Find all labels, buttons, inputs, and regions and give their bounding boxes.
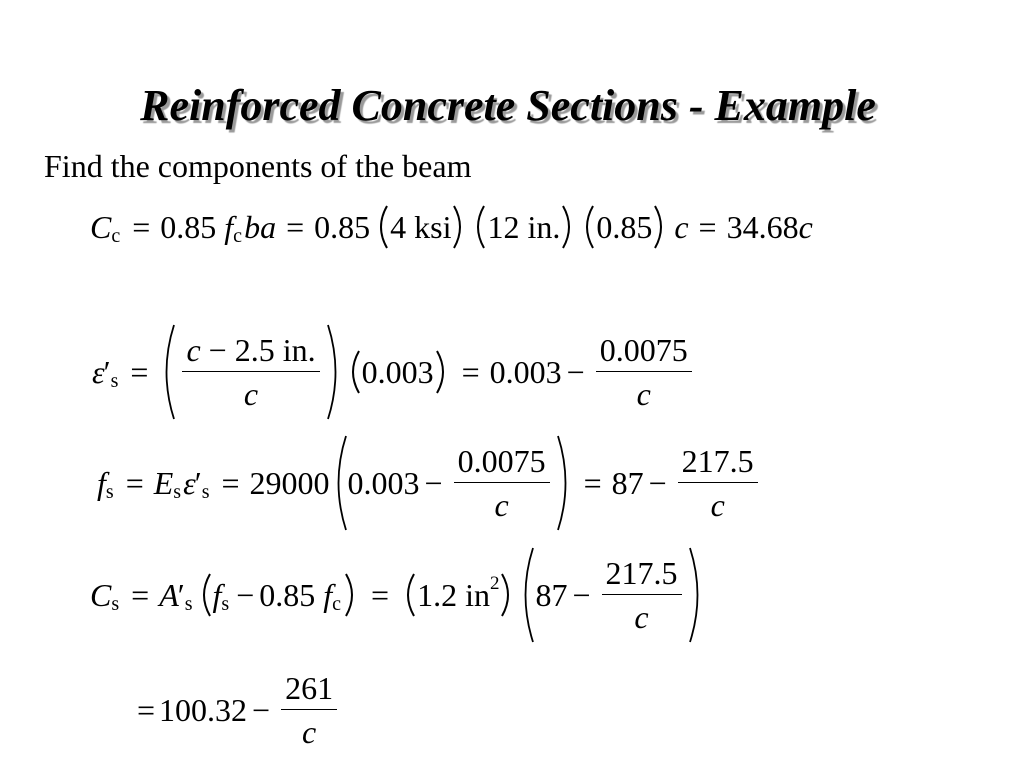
equation-steel-stress [97,435,764,531]
equals-sign: = [583,465,602,501]
stress-term: 87 [611,465,644,501]
fraction-denominator: c [678,482,758,521]
symbol-epsilon: ε [92,354,105,390]
fraction [454,445,550,521]
prime-mark: ′ [177,577,185,613]
slide-title: Reinforced Concrete Sections - Example [140,81,876,130]
superscript: 2 [489,572,500,594]
left-paren-large [158,324,176,420]
equals-sign: = [125,465,144,501]
equals-sign: = [221,465,240,501]
steel-area: 1.2 in [417,577,490,613]
subscript: c [233,225,243,247]
symbol-C: C [90,577,112,613]
minus-sign: − [648,465,667,501]
value-strength: 4 ksi [390,209,452,245]
right-paren [560,205,578,249]
value-beta: 0.85 [596,209,653,245]
minus-sign: − [566,354,585,390]
equals-sign: = [461,354,480,390]
fraction-denominator: c [281,709,337,748]
strain-limit: 0.003 [361,354,434,390]
right-paren-large [556,435,574,531]
equals-sign: = [132,209,151,245]
modulus-value: 29000 [249,465,330,501]
fraction-numerator: c − 2.5 in. [186,332,316,368]
slide-body-text: Find the components of the beam [44,148,472,184]
strain-term: 0.003 [489,354,562,390]
symbol-c: c [674,209,689,245]
result-value: 34.68 [726,209,799,245]
subscript: s [184,593,193,615]
subscript: c [111,225,121,247]
equals-sign: = [286,209,305,245]
fraction-numerator: 0.0075 [599,332,688,368]
minus-sign: − [252,692,271,728]
value-width: 12 in. [487,209,561,245]
coefficient: 0.85 [259,577,316,613]
symbol-C: C [90,209,112,245]
equation-concrete-compression [90,205,813,249]
result-term: 100.32 [159,692,248,728]
fraction-numerator: 261 [285,670,334,706]
left-paren [399,573,417,617]
left-paren-large [517,547,535,643]
right-paren [652,205,670,249]
right-paren [343,573,361,617]
fraction-numerator: 0.0075 [457,443,546,479]
coefficient: 0.85 [160,209,217,245]
left-paren [578,205,596,249]
symbol-epsilon: ε [183,465,196,501]
prime-mark: ′ [194,465,202,501]
prime-mark: ′ [103,354,111,390]
stress-term: 87 [535,577,568,613]
left-paren [469,205,487,249]
fraction-denominator: c [454,482,550,521]
symbol-ba: ba [244,209,277,245]
fraction [678,445,758,521]
fraction [182,334,319,410]
equation-steel-compression-result [137,662,343,758]
left-paren [372,205,390,249]
symbol-f: f [212,577,222,613]
fraction-numerator: 217.5 [605,555,678,591]
equals-sign: = [371,577,390,613]
minus-sign: − [424,465,443,501]
subscript: s [201,481,210,503]
equation-steel-strain [92,322,698,422]
symbol-f: f [323,577,333,613]
symbol-c: c [798,209,813,245]
left-paren [344,350,362,394]
fraction [596,334,692,410]
symbol-E: E [153,465,174,501]
subscript: c [332,593,342,615]
fraction-denominator: c [596,371,692,410]
subscript: s [105,481,114,503]
fraction-denominator: c [182,371,319,410]
right-paren [499,573,517,617]
equals-sign: = [131,577,150,613]
equals-sign: = [698,209,717,245]
left-paren-large [330,435,348,531]
right-paren [434,350,452,394]
equals-sign: = [137,692,156,728]
subscript: s [221,593,230,615]
right-paren [451,205,469,249]
symbol-f: f [224,209,234,245]
equation-steel-compression [90,545,706,645]
right-paren-large [326,324,344,420]
subscript: s [111,593,120,615]
subscript: s [173,481,182,503]
coefficient: 0.85 [314,209,371,245]
symbol-A: A [159,577,179,613]
strain-term: 0.003 [347,465,420,501]
right-paren-large [688,547,706,643]
fraction-denominator: c [602,594,682,633]
minus-sign: − [572,577,591,613]
symbol-f: f [97,465,106,501]
equals-sign: = [130,354,149,390]
fraction-numerator: 217.5 [681,443,754,479]
minus-sign: − [236,577,255,613]
fraction [281,672,337,748]
fraction [602,557,682,633]
subscript: s [110,370,119,392]
left-paren [195,573,213,617]
